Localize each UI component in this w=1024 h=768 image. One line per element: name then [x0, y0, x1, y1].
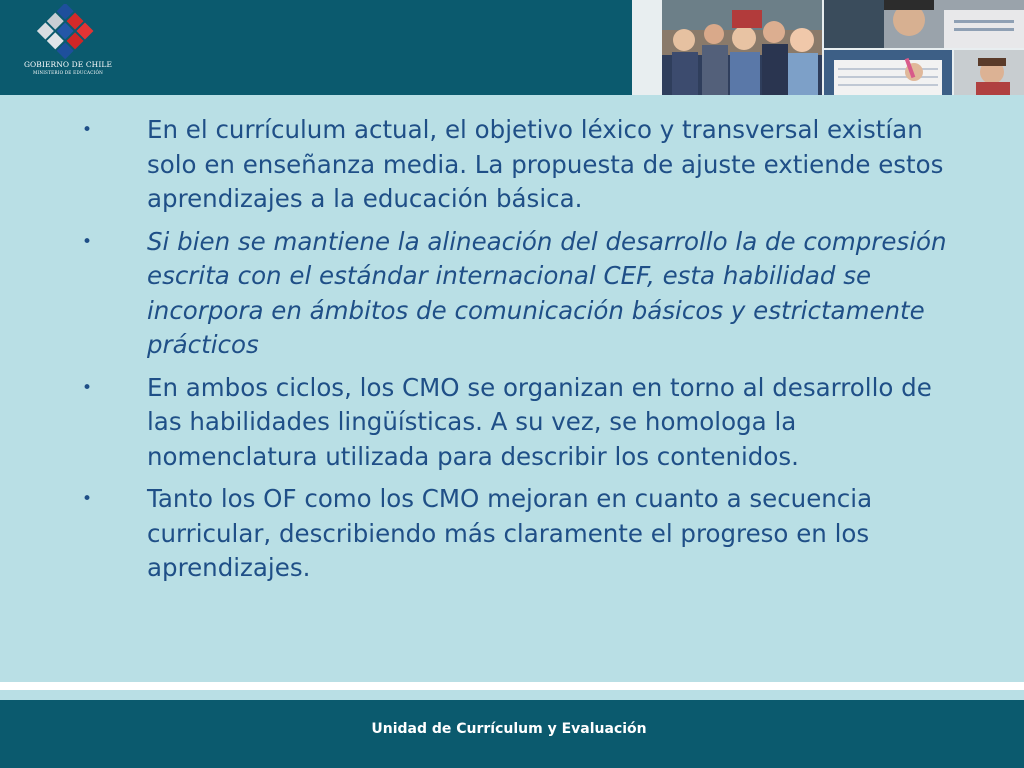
bullet-text: En el currículum actual, el objetivo léxico y transversal existían solo en enseñanza media. La propuesta de ajuste extiende estos aprendizajes a la educación básica.: [147, 115, 944, 213]
children-group-photo: [662, 0, 822, 95]
bullet-item-4: [0, 482, 1024, 586]
logo-title: GOBIERNO DE CHILE: [23, 60, 113, 69]
footer-bar: [0, 700, 1024, 768]
chile-government-emblem-icon: [22, 4, 114, 60]
bullet-marker: •: [82, 489, 93, 509]
notebook-hand-photo: [824, 50, 952, 95]
bullet-marker: •: [82, 120, 93, 140]
bullet-marker: •: [82, 231, 93, 252]
bullet-text: Tanto los OF como los CMO mejoran en cuanto a secuencia curricular, describiendo más claramente el progreso en los aprendizajes.: [147, 484, 873, 582]
header-bar: [0, 0, 1024, 95]
bullet-text: Si bien se mantiene la alineación del desarrollo la de compresión escrita con el estándar internacional CEF, esta habilidad se incorpora en ámbitos de comunicación básicos y estrictamente prácticos: [147, 226, 947, 359]
bullet-item-2: [0, 225, 1024, 363]
bullet-list: [0, 113, 1024, 594]
divider-strip: [0, 682, 1024, 690]
bullet-marker: •: [82, 377, 93, 398]
logo-subtitle: MINISTERIO DE EDUCACIÓN: [32, 70, 104, 75]
bullet-item-1: [0, 113, 1024, 217]
government-logo: [22, 4, 114, 88]
student-writing-photo: [824, 0, 1024, 48]
bullet-text: En ambos ciclos, los CMO se organizan en torno al desarrollo de las habilidades lingüísticas. A su vez, se homologa la nomenclatura utilizada para describir los contenidos.: [147, 372, 932, 471]
girl-portrait-photo: [954, 50, 1024, 95]
bullet-item-3: [0, 371, 1024, 475]
footer-title: Unidad de Currículum y Evaluación: [371, 721, 647, 737]
